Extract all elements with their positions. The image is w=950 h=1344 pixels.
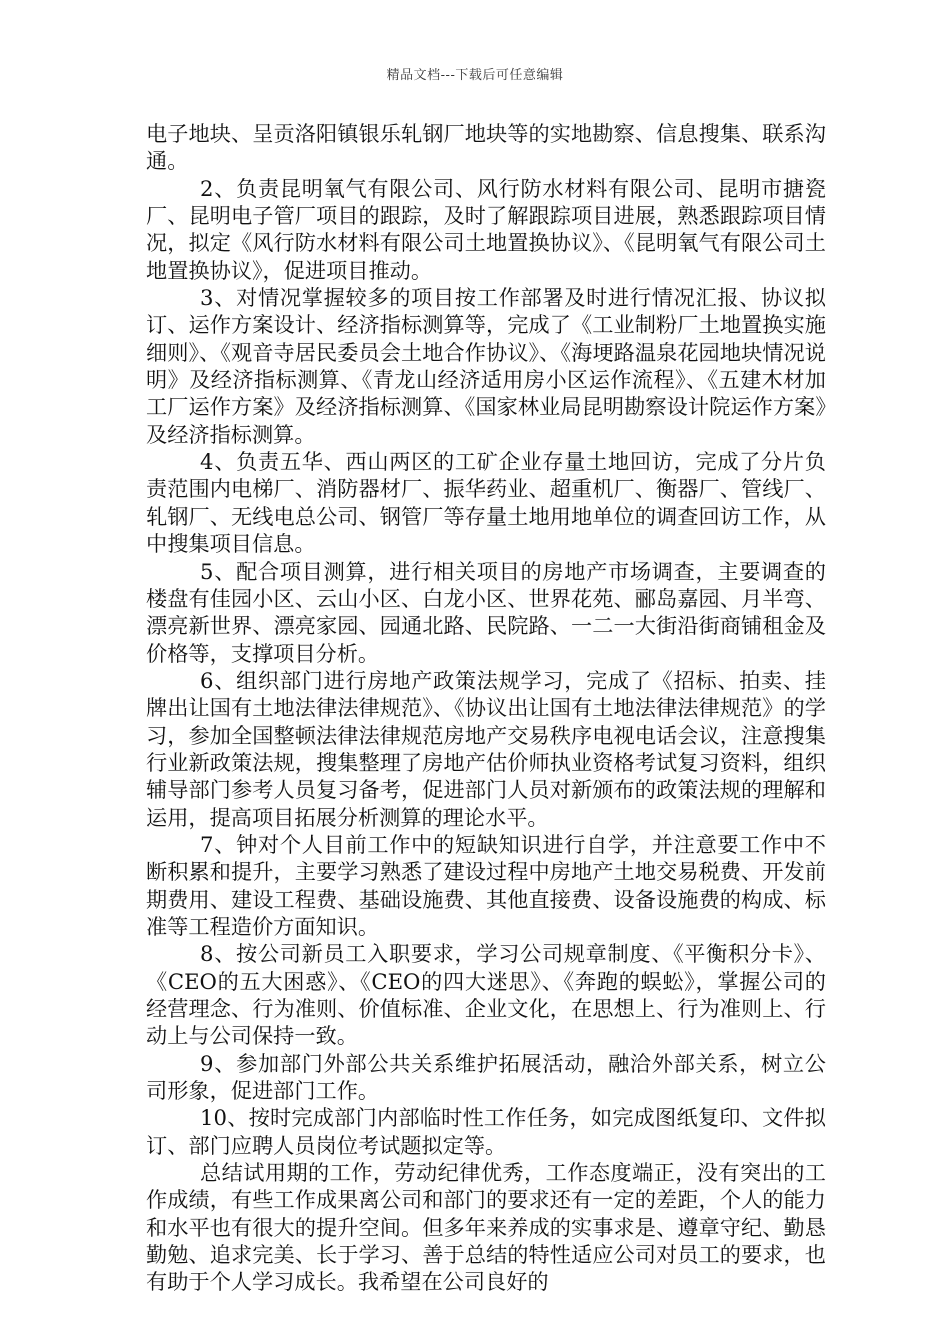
paragraph-summary: 总结试用期的工作，劳动纪律优秀，工作态度端正，没有突出的工作成绩，有些工作成果离公司和部门的要求还有一定的差距，个人的能力和水平也有很大的提升空间。但多年来养成的实事求是、遵章守纪、勤恳勤勉、追求完美、长于学习、善于总结的特性适应公司对员工的要求，也有助于个人学习成长。我希望在公司良好的 <box>146 1160 826 1295</box>
paragraph-item-5: 5、配合项目测算，进行相关项目的房地产市场调查，主要调查的楼盘有佳园小区、云山小区、白龙小区、世界花苑、郦岛嘉园、月半弯、漂亮新世界、漂亮家园、园通北路、民院路、一二一大街沿街商铺租金及价格等，支撑项目分析。 <box>146 558 826 666</box>
paragraph-item-9: 9、参加部门外部公共关系维护拓展活动，融洽外部关系，树立公司形象，促进部门工作。 <box>146 1050 826 1104</box>
paragraph-continuation: 电子地块、呈贡洛阳镇银乐轧钢厂地块等的实地勘察、信息搜集、联系沟通。 <box>146 121 826 174</box>
document-body <box>146 120 826 1296</box>
paragraph-item-3: 3、对情况掌握较多的项目按工作部署及时进行情况汇报、协议拟订、运作方案设计、经济指标测算等，完成了《工业制粉厂土地置换实施细则》、《观音寺居民委员会土地合作协议》、《海埂路温泉花园地块情况说明》及经济指标测算、《青龙山经济适用房小区运作流程》、《五建木材加工厂运作方案》及经济指标测算、《国家林业局昆明勘察设计院运作方案》及经济指标测算。 <box>146 285 826 447</box>
paragraph-item-7: 7、钟对个人目前工作中的短缺知识进行自学，并注意要工作中不断积累和提升，主要学习熟悉了建设过程中房地产土地交易税费、开发前期费用、建设工程费、基础设施费、其他直接费、设备设施费的构成、标准等工程造价方面知识。 <box>146 831 826 939</box>
paragraph-item-2: 2、负责昆明氧气有限公司、风行防水材料有限公司、昆明市搪瓷厂、昆明电子管厂项目的跟踪，及时了解跟踪项目进展，熟悉跟踪项目情况，拟定《风行防水材料有限公司土地置换协议》、《昆明氧气有限公司土地置换协议》，促进项目推动。 <box>146 175 826 283</box>
paragraph-item-4: 4、负责五华、西山两区的工矿企业存量土地回访，完成了分片负责范围内电梯厂、消防器材厂、振华药业、超重机厂、衡器厂、管线厂、轧钢厂、无线电总公司、钢管厂等存量土地用地单位的调查回访工作，从中搜集项目信息。 <box>146 449 826 557</box>
paragraph-item-6: 6、组织部门进行房地产政策法规学习，完成了《招标、拍卖、挂牌出让国有土地法律法律规范》、《协议出让国有土地法律法律规范》的学习，参加全国整顿法律法律规范房地产交易秩序电视电话会议，注意搜集行业新政策法规，搜集整理了房地产估价师执业资格考试复习资料，组织辅导部门参考人员复习备考，促进部门人员对新颁布的政策法规的理解和运用，提高项目拓展分析测算的理论水平。 <box>146 667 826 830</box>
paragraph-item-10: 10、按时完成部门内部临时性工作任务，如完成图纸复印、文件拟订、部门应聘人员岗位考试题拟定等。 <box>146 1105 826 1158</box>
page-header: 精品文档---下载后可任意编辑 <box>386 68 564 83</box>
paragraph-item-8: 8、按公司新员工入职要求，学习公司规章制度、《平衡积分卡》、《CEO的五大困惑》、《CEO的四大迷思》、《奔跑的蜈蚣》，掌握公司的经营理念、行为准则、价值标准、企业文化，在思想上、行为准则上、行动上与公司保持一致。 <box>146 941 826 1049</box>
